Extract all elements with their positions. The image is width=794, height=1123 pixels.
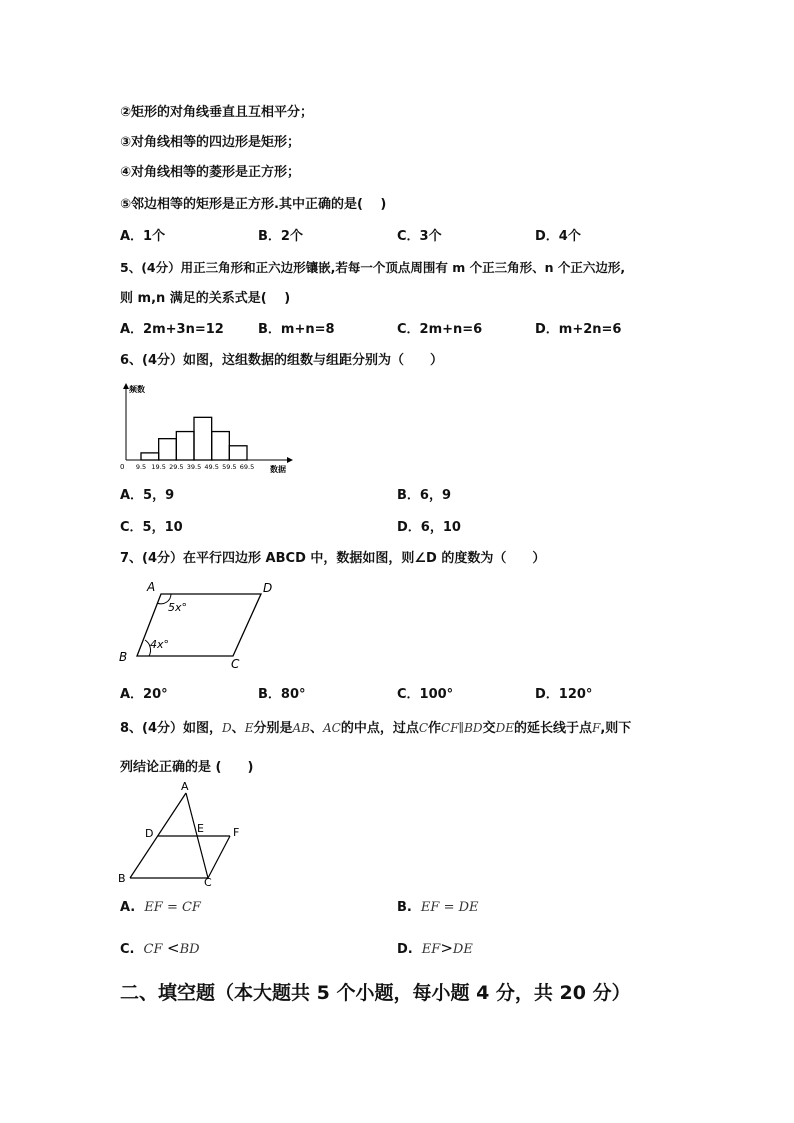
histogram-origin-label: 0	[120, 463, 125, 471]
statement-5: ⑤邻边相等的矩形是正方形.其中正确的是( )	[120, 197, 387, 212]
vertex-a-label: A	[147, 580, 156, 594]
q8-option-b: B. EF = DE	[397, 900, 479, 915]
q6-option-b: B．6，9	[397, 488, 451, 503]
q7-option-d: D．120°	[535, 687, 593, 702]
histogram-bar	[141, 453, 159, 460]
q5-option-c: C．2m+n=6	[397, 322, 483, 337]
histogram-tick-label: 19.5	[151, 463, 166, 471]
histogram-tick-label: 39.5	[186, 463, 202, 471]
q4-option-b: B．2个	[258, 229, 303, 244]
q8-vertex-d: D	[145, 827, 154, 840]
statement-4: ④对角线相等的菱形是正方形；	[120, 165, 301, 180]
histogram-tick-label: 49.5	[204, 463, 219, 471]
q8-option-a: A. EF = CF	[120, 900, 201, 915]
q5-stem-line1: 5、(4分）用正三角形和正六边形镶嵌,若每一个顶点周围有 m 个正三角形、n 个正六边形,	[120, 260, 626, 275]
histogram-tick-label: 59.5	[222, 463, 237, 471]
q8-vertex-e: E	[197, 822, 204, 835]
q7-option-a: A．20°	[120, 687, 168, 702]
q6-stem: 6、(4分）如图，这组数据的组数与组距分别为（ ）	[120, 353, 444, 368]
histogram-bar	[194, 417, 212, 460]
statement-2: ②矩形的对角线垂直且互相平分；	[120, 105, 314, 120]
q7-option-c: C．100°	[397, 687, 454, 702]
statement-3: ③对角线相等的四边形是矩形；	[120, 135, 301, 150]
histogram-y-label: 频数	[129, 385, 145, 394]
section-2-heading: 二、填空题（本大题共 5 个小题，每小题 4 分，共 20 分）	[120, 982, 631, 1004]
q6-option-d: D．6，10	[397, 520, 461, 535]
q5-stem-line2: 则 m,n 满足的关系式是( )	[120, 291, 291, 306]
parallelogram-figure	[115, 578, 285, 670]
q8-vertex-f: F	[233, 826, 240, 839]
q6-option-c: C．5，10	[120, 520, 183, 535]
angle-a-label: 5x°	[168, 601, 188, 614]
q7-option-b: B．80°	[258, 687, 306, 702]
q4-option-c: C．3个	[397, 229, 442, 244]
histogram-figure	[110, 378, 300, 478]
q7-stem: 7、(4分）在平行四边形 ABCD 中，数据如图，则∠D 的度数为（ ）	[120, 551, 546, 566]
q8-vertex-c: C	[204, 876, 212, 889]
vertex-d-label: D	[263, 581, 273, 595]
vertex-c-label: C	[231, 657, 240, 671]
q6-option-a: A．5，9	[120, 488, 175, 503]
q8-stem-line2: 列结论正确的是 ( )	[120, 760, 254, 775]
histogram-bar	[176, 432, 194, 460]
q8-stem-line1: 8、(4分）如图，D、E分别是AB、AC的中点，过点C作CF∥BD交DE的延长线于点F,则下	[120, 721, 632, 736]
q5-option-d: D．m+2n=6	[535, 322, 622, 337]
angle-b-label: 4x°	[150, 638, 170, 651]
histogram-x-label: 数据	[270, 465, 286, 474]
q4-option-d: D．4个	[535, 229, 581, 244]
q8-vertex-a: A	[181, 780, 189, 793]
histogram-tick-label: 29.5	[169, 463, 184, 471]
q5-option-b: B．m+n=8	[258, 322, 335, 337]
histogram-bar	[229, 446, 247, 460]
q5-option-a: A．2m+3n=12	[120, 322, 224, 337]
histogram-tick-label: 69.5	[239, 463, 255, 471]
triangle-figure	[112, 778, 247, 888]
q8-vertex-b: B	[118, 872, 126, 885]
q8-option-c: C. CF <BD	[120, 939, 200, 957]
histogram-bar	[159, 439, 177, 460]
vertex-b-label: B	[119, 650, 128, 664]
histogram-bar	[212, 432, 230, 460]
histogram-tick-label: 9.5	[135, 463, 147, 471]
q4-option-a: A．1个	[120, 229, 166, 244]
q8-option-d: D. EF>DE	[397, 939, 473, 957]
